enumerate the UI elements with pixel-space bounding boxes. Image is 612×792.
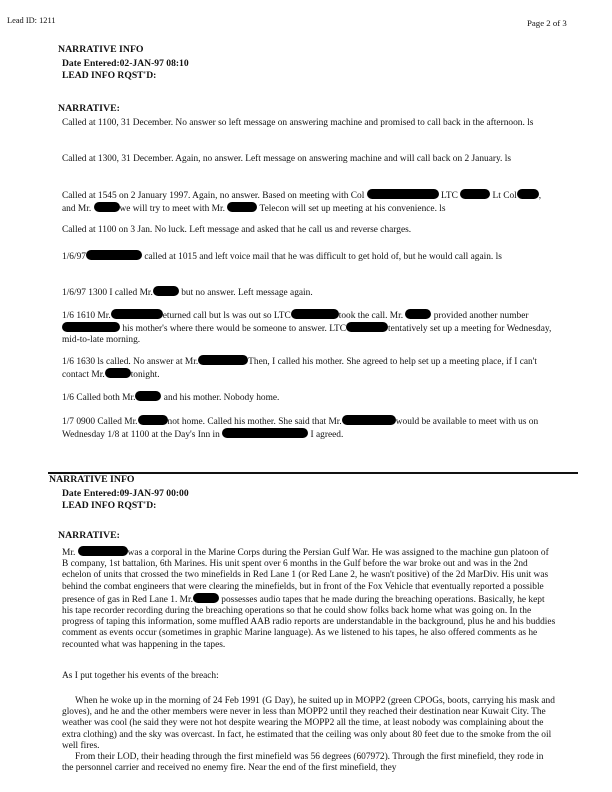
redaction	[111, 309, 163, 319]
redaction	[460, 189, 490, 199]
redaction	[78, 546, 128, 556]
redaction	[346, 322, 388, 332]
redaction	[138, 415, 168, 425]
lead-id: Lead ID: 1211	[7, 16, 56, 25]
paragraph: Called at 1545 on 2 January 1997. Again, no answer. Based on meeting with Col LTC Lt Col , and Mr. we will try to meet with Mr. Telecon will set up meeting at his convenience. ls	[62, 191, 542, 215]
redaction	[105, 368, 131, 378]
paragraph: Called at 1100 on 3 Jan. No luck. Left message and asked that he call us and reverse charges.	[62, 225, 412, 235]
narrative-label-2: NARRATIVE:	[58, 530, 120, 541]
redaction	[291, 309, 339, 319]
redaction	[367, 189, 439, 199]
narrative-label-1: NARRATIVE:	[58, 103, 120, 114]
section-title: NARRATIVE INFO	[58, 44, 144, 55]
redaction	[227, 202, 257, 212]
paragraph: 1/7 0900 Called Mr. not home. Called his mother. She said that Mr. would be available to meet with us on Wednesday 1/8 at 1100 at the Day's Inn in I agreed.	[62, 417, 539, 441]
paragraph: When he woke up in the morning of 24 Feb 1991 (G Day), he suited up in MOPP2 (green CPOGs, boots, carrying his mask and gloves), and he and the other members were never in less than MOPP2 until they reached their destination near Kuwait City. The weather was cool (he said they were not hot despite wearing the MOPP2 all the time, at least nobody was complaining about the extra clothing) and the sky was overcast. In fact, he estimated that the ceiling was only about 80 feet due to the smoke from the oil well fires.	[62, 696, 555, 751]
redaction	[94, 202, 120, 212]
redaction	[62, 322, 120, 332]
redaction	[517, 189, 539, 199]
paragraph: 1/6 1630 ls called. No answer at Mr. Then, I called his mother. She agreed to help set up a meeting place, if I can't contact Mr. tonight.	[62, 357, 537, 381]
redaction	[86, 250, 142, 260]
date-entered: Date Entered:02-JAN-97 08:10	[62, 58, 189, 70]
redaction	[135, 391, 161, 401]
paragraph: 1/6 1610 Mr. eturned call but ls was out so LTC took the call. Mr. provided another number his mother's where there would be someone to answer. LTC tentatively set up a meeting for Wednesday, mid-to-late morning.	[62, 311, 552, 346]
redaction	[198, 355, 248, 365]
paragraph: 1/6/97 called at 1015 and left voice mail that he was difficult to get hold of, but he would call again. ls	[62, 252, 502, 262]
date-entered: Date Entered:09-JAN-97 00:00	[62, 488, 189, 500]
lead-info-rqstd: LEAD INFO RQST'D:	[62, 500, 157, 512]
section-title: NARRATIVE INFO	[49, 474, 135, 485]
redaction	[342, 415, 396, 425]
paragraph: Mr. was a corporal in the Marine Corps during the Persian Gulf War. He was assigned to the machine gun platoon of B company, 1st battalion, 6th Marines. His unit spent over 6 months in the Gulf before the war broke out and was in the 2nd echelon of units that crossed the two minefields in Red Lane 1 (or Red Lane 2, he wasn't positive) of the 2d MarDiv. His unit was behind the combat engineers that were clearing the minefields, but in front of the Fox Vehicle that eventually reported a possible presence of gas in Red Lane 1. Mr. possesses audio tapes that he made during the breaching operations. Basically, he kept his tape recorder recording during the breaching operations so that he could show folks back home what was going on. In the progress of taping this information, some muffled AAB radio reports are understandable in the background, plus he and his buddies comment as events occur (sometimes in graphic Marine language). As we listened to his tapes, he also offered comments as he recounted what was happening in the tapes.	[62, 548, 556, 650]
narrative-info-header-2	[49, 474, 547, 512]
paragraph: Called at 1100, 31 December. No answer so left message on answering machine and promised to call back in the afternoon. ls	[62, 118, 534, 128]
redaction	[193, 593, 219, 603]
paragraph: 1/6 Called both Mr. and his mother. Nobody home.	[62, 393, 280, 403]
redaction	[153, 286, 179, 296]
lead-info-rqstd: LEAD INFO RQST'D:	[62, 70, 157, 82]
paragraph: Called at 1300, 31 December. Again, no answer. Left message on answering machine and will call back on 2 January. ls	[62, 154, 511, 164]
paragraph: 1/6/97 1300 I called Mr. but no answer. Left message again.	[62, 288, 313, 298]
redaction	[405, 309, 431, 319]
paragraph: As I put together his events of the breach:	[62, 671, 219, 681]
narrative-info-header-1	[58, 44, 556, 82]
paragraph: From their LOD, their heading through the first minefield was 56 degrees (607972). Through the first minefield, they rode in the personnel carrier and received no enemy fire. Near the end of the first minefield, they	[62, 752, 544, 774]
page-number: Page 2 of 3	[527, 18, 567, 28]
redaction	[222, 428, 308, 438]
